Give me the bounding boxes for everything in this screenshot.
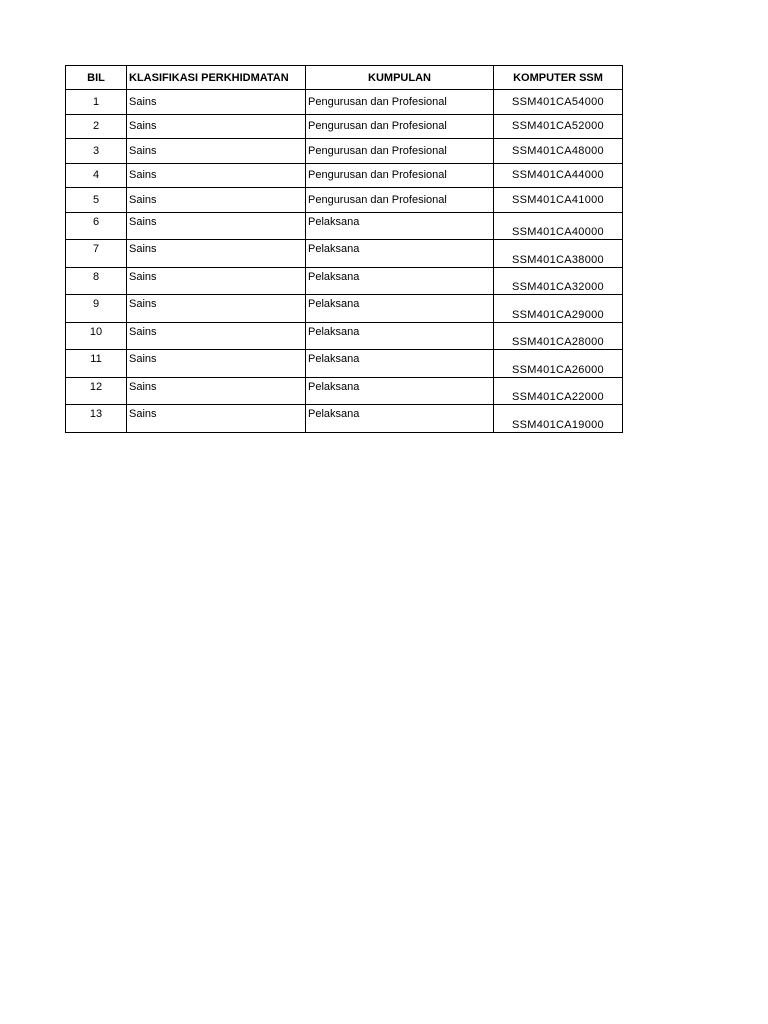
service-classification-table: [65, 65, 623, 433]
cell-bil: 7: [66, 240, 127, 268]
cell-bil: 5: [66, 188, 127, 213]
cell-komputer: SSM401CA52000: [494, 114, 623, 139]
table-row: [66, 163, 623, 188]
cell-klasifikasi: Sains: [127, 377, 306, 405]
cell-klasifikasi: Sains: [127, 240, 306, 268]
header-komputer: KOMPUTER SSM: [494, 66, 623, 90]
table-row: [66, 405, 623, 433]
cell-komputer: SSM401CA54000: [494, 90, 623, 115]
table-row: [66, 139, 623, 164]
cell-klasifikasi: Sains: [127, 295, 306, 323]
cell-bil: 3: [66, 139, 127, 164]
cell-kumpulan: Pengurusan dan Profesional: [306, 163, 494, 188]
cell-kumpulan: Pelaksana: [306, 322, 494, 350]
table-header-row: [66, 66, 623, 90]
table-row: [66, 350, 623, 378]
cell-bil: 4: [66, 163, 127, 188]
cell-kumpulan: Pelaksana: [306, 377, 494, 405]
table-row: [66, 295, 623, 323]
cell-komputer: SSM401CA48000: [494, 139, 623, 164]
cell-kumpulan: Pengurusan dan Profesional: [306, 114, 494, 139]
cell-bil: 9: [66, 295, 127, 323]
cell-klasifikasi: Sains: [127, 350, 306, 378]
table-row: [66, 90, 623, 115]
cell-kumpulan: Pelaksana: [306, 405, 494, 433]
cell-kumpulan: Pelaksana: [306, 295, 494, 323]
cell-kumpulan: Pengurusan dan Profesional: [306, 90, 494, 115]
cell-klasifikasi: Sains: [127, 267, 306, 295]
table-row: [66, 240, 623, 268]
cell-kumpulan: Pelaksana: [306, 350, 494, 378]
cell-klasifikasi: Sains: [127, 212, 306, 240]
cell-bil: 2: [66, 114, 127, 139]
cell-komputer: SSM401CA32000: [494, 267, 623, 295]
cell-komputer: SSM401CA44000: [494, 163, 623, 188]
cell-bil: 8: [66, 267, 127, 295]
cell-bil: 11: [66, 350, 127, 378]
cell-komputer: SSM401CA19000: [494, 405, 623, 433]
cell-bil: 1: [66, 90, 127, 115]
cell-komputer: SSM401CA26000: [494, 350, 623, 378]
cell-komputer: SSM401CA29000: [494, 295, 623, 323]
cell-bil: 13: [66, 405, 127, 433]
table-row: [66, 188, 623, 213]
table-row: [66, 114, 623, 139]
cell-bil: 10: [66, 322, 127, 350]
cell-kumpulan: Pelaksana: [306, 240, 494, 268]
cell-komputer: SSM401CA28000: [494, 322, 623, 350]
cell-klasifikasi: Sains: [127, 90, 306, 115]
cell-komputer: SSM401CA41000: [494, 188, 623, 213]
cell-klasifikasi: Sains: [127, 114, 306, 139]
header-bil: BIL: [66, 66, 127, 90]
cell-klasifikasi: Sains: [127, 139, 306, 164]
cell-klasifikasi: Sains: [127, 405, 306, 433]
table-row: [66, 377, 623, 405]
header-kumpulan: KUMPULAN: [306, 66, 494, 90]
cell-kumpulan: Pengurusan dan Profesional: [306, 188, 494, 213]
cell-kumpulan: Pengurusan dan Profesional: [306, 139, 494, 164]
cell-komputer: SSM401CA40000: [494, 212, 623, 240]
header-klasifikasi: KLASIFIKASI PERKHIDMATAN: [127, 66, 306, 90]
cell-bil: 12: [66, 377, 127, 405]
table-row: [66, 267, 623, 295]
table-row: [66, 212, 623, 240]
cell-komputer: SSM401CA22000: [494, 377, 623, 405]
cell-bil: 6: [66, 212, 127, 240]
cell-kumpulan: Pelaksana: [306, 267, 494, 295]
cell-komputer: SSM401CA38000: [494, 240, 623, 268]
cell-kumpulan: Pelaksana: [306, 212, 494, 240]
cell-klasifikasi: Sains: [127, 322, 306, 350]
cell-klasifikasi: Sains: [127, 163, 306, 188]
cell-klasifikasi: Sains: [127, 188, 306, 213]
table-row: [66, 322, 623, 350]
